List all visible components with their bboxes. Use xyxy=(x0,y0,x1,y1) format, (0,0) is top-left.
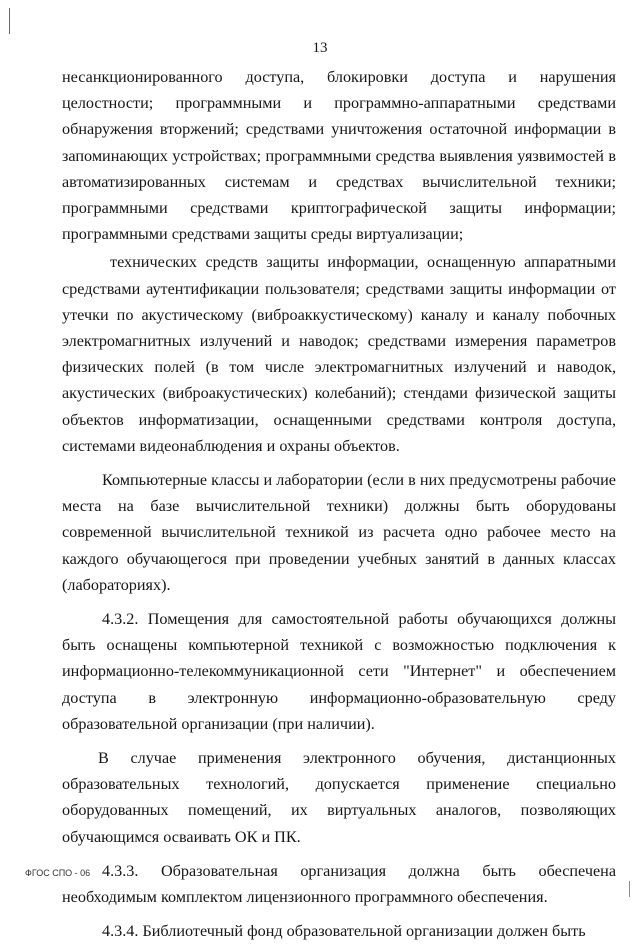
page-number: 13 xyxy=(312,40,328,56)
paragraph-technical-means: технических средств защиты информации, оснащенную аппаратными средствами аутентификации пользователя; средствами защиты информации от утечки по акустическому (виброаккустическому) каналу и каналу побочных электромагнитных излучений и наводок; средствами измерения параметров физических полей (в том числе электромагнитных излучений и наводок, акустических (виброакустических) колебаний); стендами физической защиты объектов информатизации, оснащенными средствами контроля доступа, системами видеонаблюдения и охраны объектов. xyxy=(62,253,616,455)
paragraph-security-software: несанкционированного доступа, блокировки доступа и нарушения целостности; программными и программно-аппаратными средствами обнаружения вторжений; средствами уничтожения остаточной информации в запоминающих устройствах; программными средства выявления уязвимостей в автоматизированных системам и средствах вычислительной техники; программными средствами криптографической защиты информации; программными средствами защиты среды виртуализации; xyxy=(62,68,616,244)
paragraph-computer-classes: Компьютерные классы и лаборатории (если в них предусмотрены рабочие места на базе вычислительной техники) должны быть оборудованы современной вычислительной техникой из расчета одно рабочее место на каждого обучающегося при проведении учебных занятий в данных классах (лабораториях). xyxy=(62,471,616,594)
scan-edge-mark xyxy=(629,881,630,897)
paragraph-4-3-4: 4.3.4. Библиотечный фонд образовательной организации должен быть xyxy=(102,922,586,941)
paragraph-4-3-2: 4.3.2. Помещения для самостоятельной работы обучающихся должны быть оснащены компьютерной техникой с возможностью подключения к информационно-телекоммуникационной сети "Интернет" и обеспечением доступа в электронную информационно-образовательную среду образовательной организации (при наличии). xyxy=(62,610,616,733)
paragraph-e-learning: В случае применения электронного обучения, дистанционных образовательных технологий, допускается применение специально оборудованных помещений, их виртуальных аналогов, позволяющих обучающимся осваивать ОК и ПК. xyxy=(62,749,616,846)
document-footer: ФГОС СПО - 06 xyxy=(25,868,91,878)
document-body xyxy=(62,64,616,945)
paragraph-4-3-3: 4.3.3. Образовательная организация должна быть обеспечена необходимым комплектом лицензионного программного обеспечения. xyxy=(62,861,616,907)
scan-margin-mark xyxy=(9,8,10,34)
